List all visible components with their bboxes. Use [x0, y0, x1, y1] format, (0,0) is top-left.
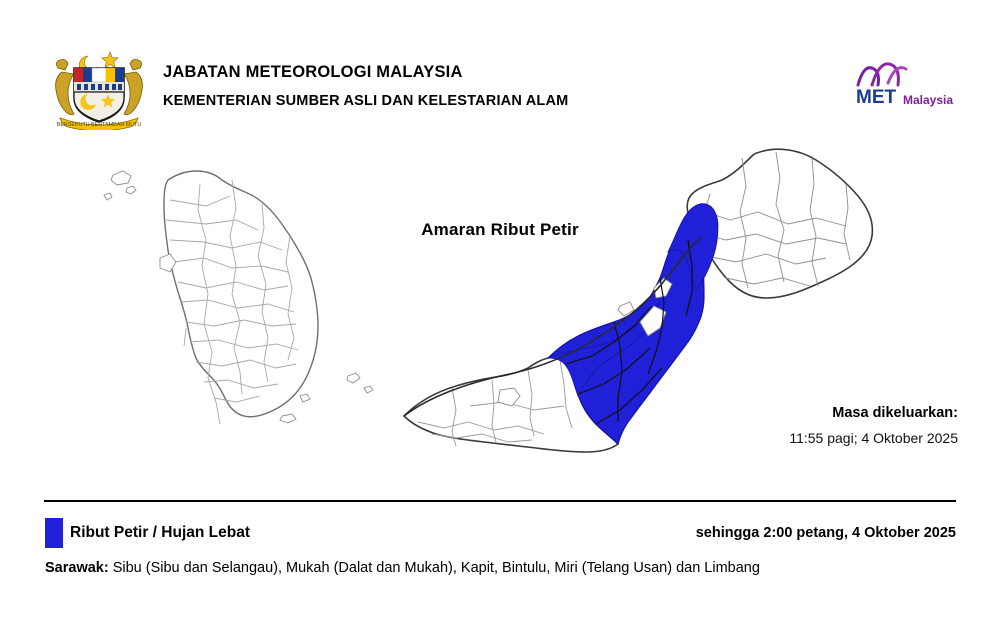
affected-areas	[45, 558, 960, 578]
malaysia-coat-of-arms-icon	[44, 42, 154, 130]
map-title: Amaran Ribut Petir	[421, 220, 579, 239]
valid-until-text: sehingga 2:00 petang, 4 Oktober 2025	[695, 525, 956, 541]
footer-divider	[44, 500, 956, 502]
peninsular-malaysia-region	[104, 171, 373, 424]
malaysia-map	[0, 140, 1000, 496]
agency-name: JABATAN METEOROLOGI MALAYSIA	[163, 63, 463, 81]
page-header	[0, 0, 1000, 140]
malaysia-logo-text: Malaysia	[903, 93, 954, 107]
ministry-name: KEMENTERIAN SUMBER ASLI DAN KELESTARIAN ALAM	[163, 93, 569, 109]
legend-color-swatch	[45, 518, 63, 548]
met-logo-text: MET	[856, 87, 897, 108]
svg-text:BERSEKUTU BERTAMBAH MUTU: BERSEKUTU BERTAMBAH MUTU	[56, 122, 142, 128]
met-malaysia-logo-icon	[848, 55, 958, 111]
legend-label: Ribut Petir / Hujan Lebat	[70, 524, 250, 541]
issued-time-block	[789, 405, 958, 446]
affected-districts: Sibu (Sibu dan Selangau), Mukah (Dalat dan Mukah), Kapit, Bintulu, Miri (Telang Usan) dan Limbang	[108, 560, 760, 576]
header-titles	[163, 62, 568, 111]
affected-state: Sarawak:	[45, 560, 109, 576]
issued-label: Masa dikeluarkan:	[832, 405, 958, 421]
issued-time: 11:55 pagi; 4 Oktober 2025	[789, 430, 958, 446]
